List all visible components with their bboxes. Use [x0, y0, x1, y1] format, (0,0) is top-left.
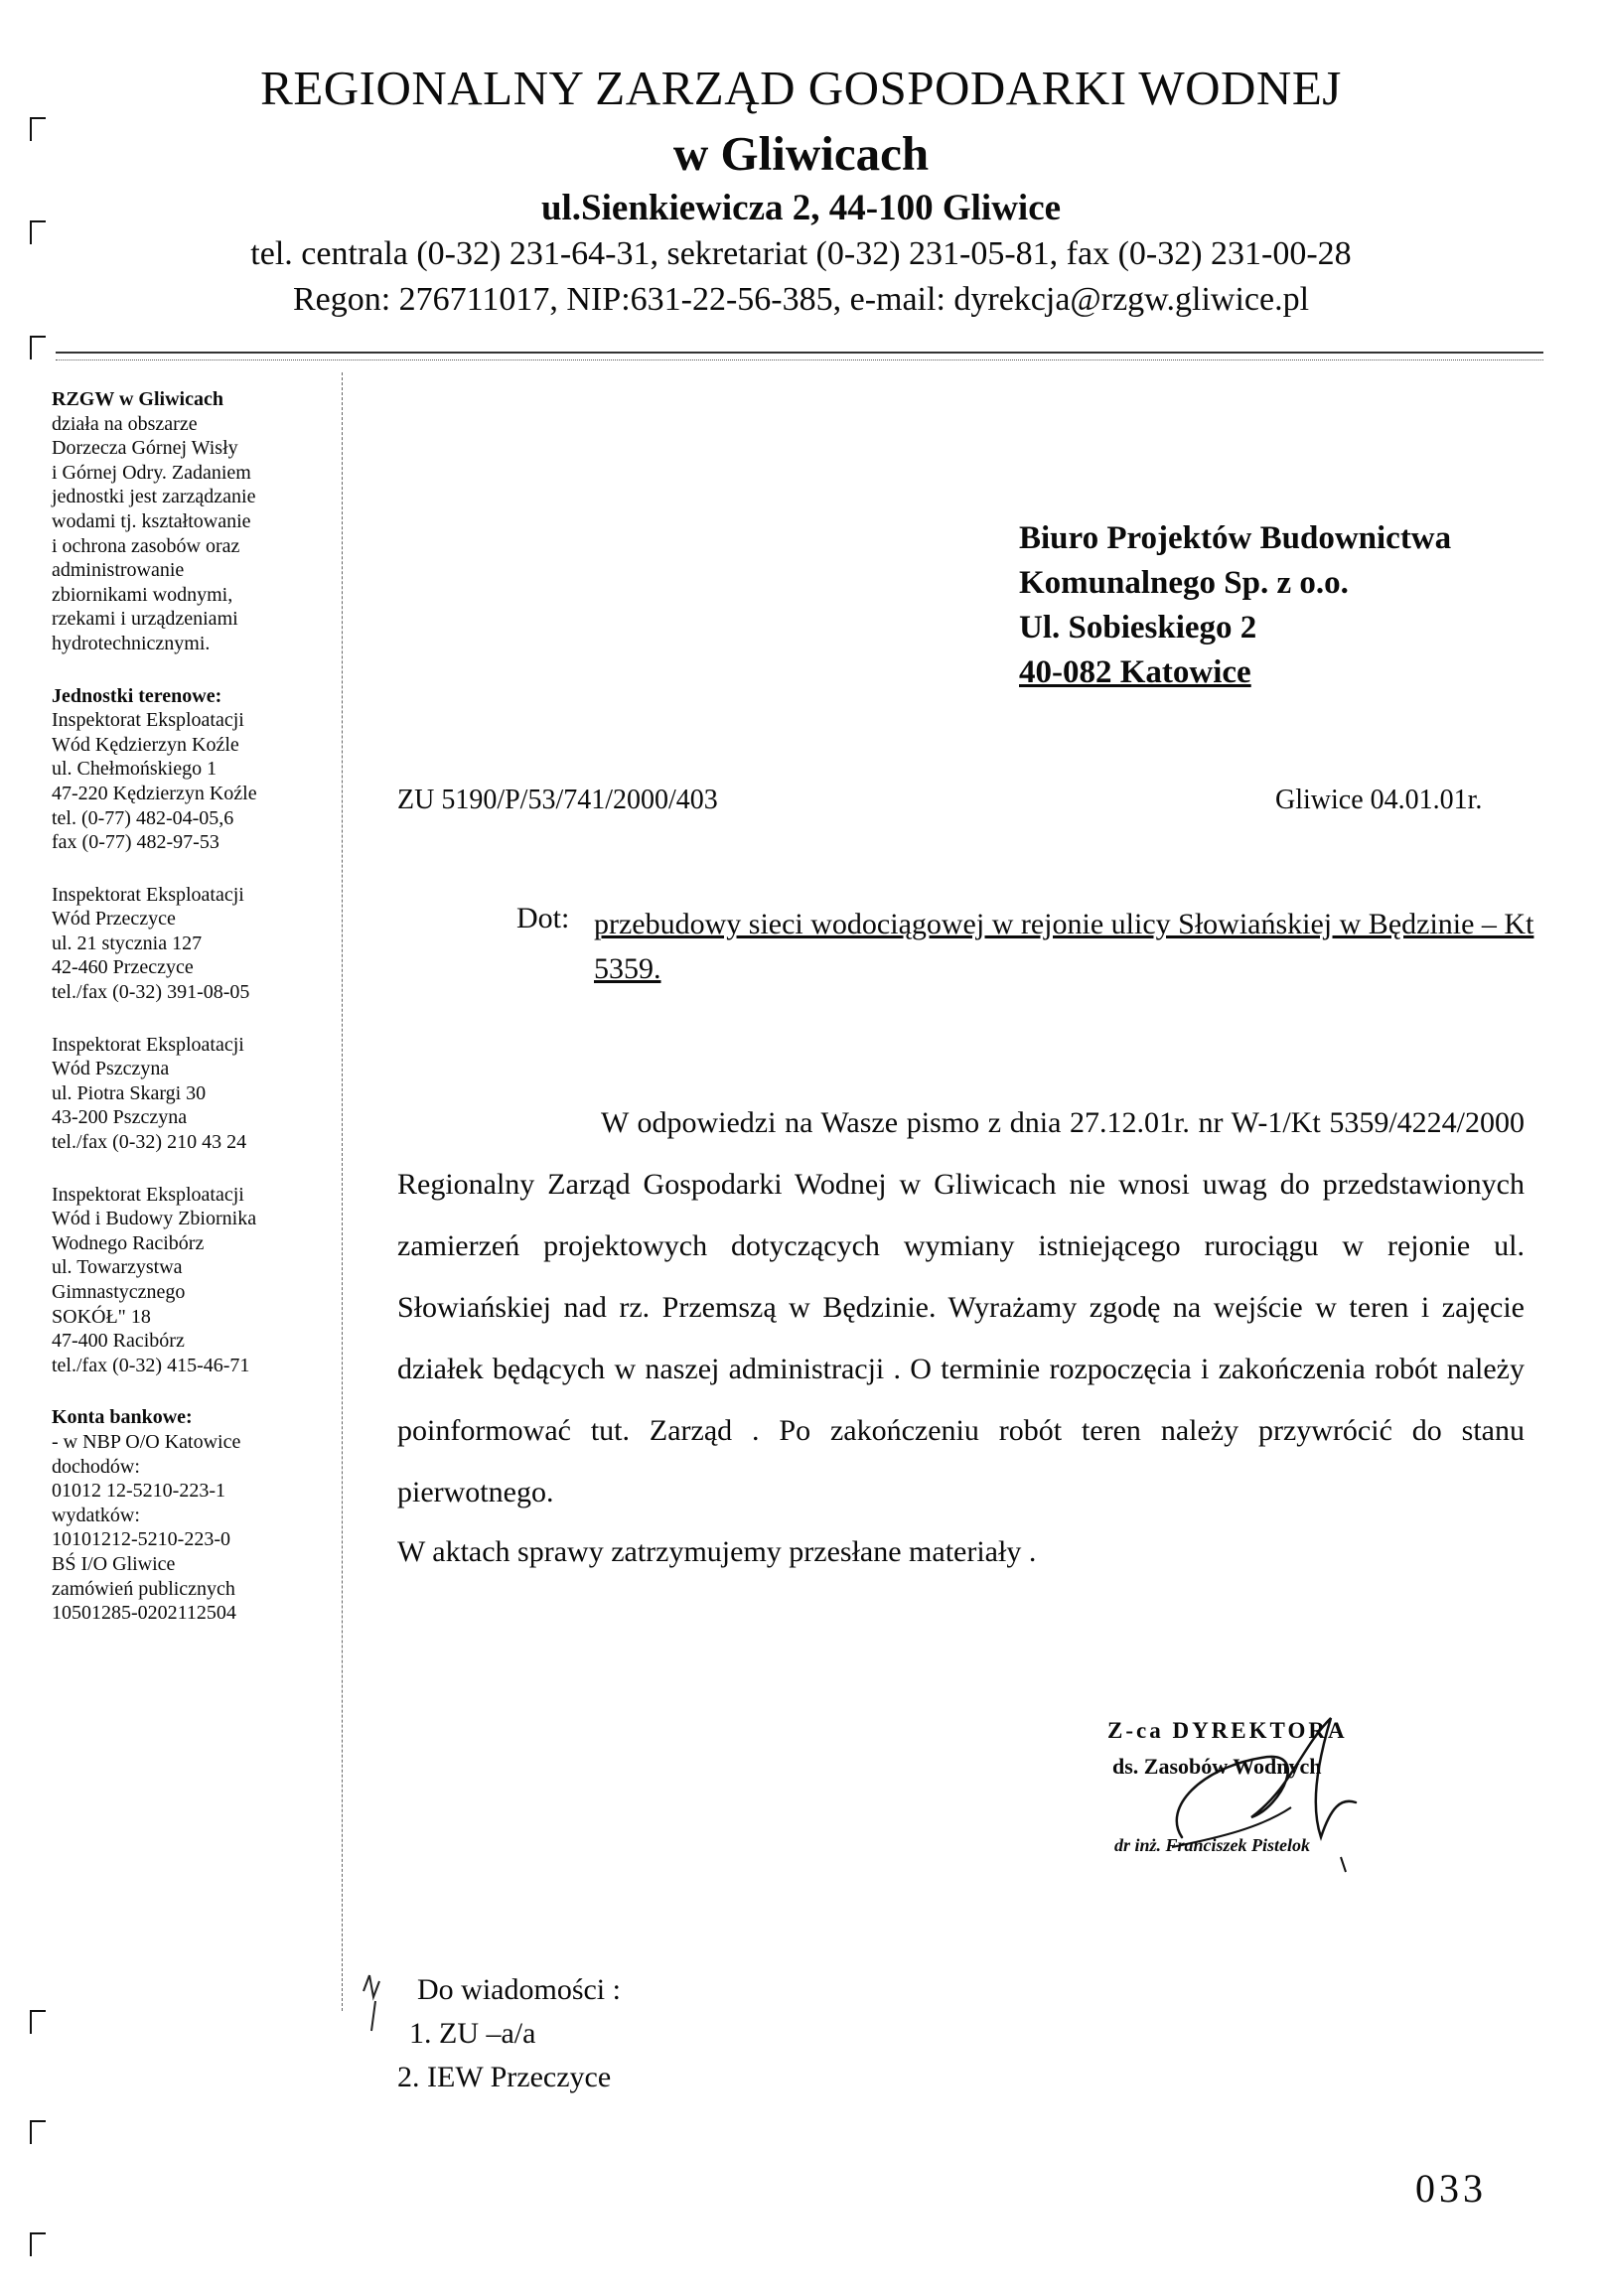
sidebar-line: tel./fax (0-32) 210 43 24 — [52, 1131, 247, 1154]
subject-label: Dot: — [516, 902, 570, 934]
sidebar-line: rzekami i urządzeniami — [52, 608, 238, 631]
recipient-block — [1019, 516, 1451, 695]
sidebar-line: Inspektorat Eksploatacji — [52, 709, 244, 732]
sidebar-line: i Górnej Odry. Zadaniem — [52, 461, 251, 484]
recipient-line: Biuro Projektów Budownictwa — [1019, 520, 1452, 556]
sidebar-line: 42-460 Przeczyce — [52, 956, 194, 979]
sidebar-line: wodami tj. kształtowanie — [52, 509, 251, 532]
sidebar-line: 43-200 Pszczyna — [52, 1106, 188, 1129]
sidebar-line: i ochrona zasobów oraz — [52, 534, 240, 557]
sidebar-line: Wód Kędzierzyn Koźle — [52, 733, 239, 756]
sidebar-about-title: RZGW w Gliwicach — [52, 388, 223, 410]
sidebar-line: Wód Pszczyna — [52, 1058, 170, 1080]
letterhead-city: w Gliwicach — [672, 126, 930, 181]
copies-title: Do wiadomości : — [417, 1973, 621, 2006]
sidebar-line: Inspektorat Eksploatacji — [52, 883, 244, 906]
sidebar-line: 01012 12-5210-223-1 — [52, 1480, 225, 1503]
signatory-name: dr inż. Franciszek Pistelok — [1114, 1835, 1311, 1855]
reference-number: ZU 5190/P/53/741/2000/403 — [397, 785, 718, 815]
sidebar-line: BŚ I/O Gliwice — [52, 1552, 176, 1575]
sidebar-line: ul. 21 stycznia 127 — [52, 932, 203, 954]
recipient-postcode: 40-082 Katowice — [1019, 654, 1251, 690]
sidebar-line: ul. Chełmońskiego 1 — [52, 758, 218, 781]
page-number: 033 — [1415, 2166, 1487, 2211]
margin-mark — [30, 2010, 46, 2034]
sidebar-line: 47-400 Racibórz — [52, 1330, 185, 1353]
signatory-department: ds. Zasobów Wodnych — [1112, 1754, 1322, 1779]
margin-mark — [30, 336, 46, 359]
sidebar-unit — [52, 1183, 342, 1378]
sidebar-units-title: Jednostki terenowe: — [52, 684, 222, 707]
sidebar-line: hydrotechnicznymi. — [52, 632, 211, 654]
sidebar-line: SOKÓŁ" 18 — [52, 1305, 151, 1328]
margin-mark — [30, 220, 46, 244]
sidebar-line: 47-220 Kędzierzyn Koźle — [52, 782, 257, 804]
sidebar-line: tel./fax (0-32) 391-08-05 — [52, 981, 250, 1004]
sidebar-unit — [52, 883, 342, 1005]
recipient-line: Ul. Sobieskiego 2 — [1019, 610, 1257, 646]
sidebar-line: Wód Przeczyce — [52, 908, 176, 931]
sidebar-line: Wodnego Racibórz — [52, 1231, 205, 1254]
sidebar-line: - w NBP O/O Katowice — [52, 1430, 241, 1453]
sidebar-line: 10101212-5210-223-0 — [52, 1528, 230, 1551]
sidebar-unit — [52, 684, 342, 855]
letterhead-phones: tel. centrala (0-32) 231-64-31, sekretariat (0-32) 231-05-81, fax (0-32) 231-00-28 — [250, 235, 1352, 272]
sidebar-line: jednostki jest zarządzanie — [52, 486, 256, 508]
sidebar-bank — [52, 1405, 342, 1625]
sidebar-line: ul. Towarzystwa — [52, 1256, 183, 1279]
sidebar-line: zbiornikami wodnymi, — [52, 583, 233, 606]
sidebar — [52, 387, 342, 1653]
recipient-line: Komunalnego Sp. z o.o. — [1019, 565, 1349, 601]
sidebar-line: 10501285-0202112504 — [52, 1602, 236, 1625]
sidebar-line: działa na obszarze — [52, 412, 198, 435]
copies-item: 2. IEW Przeczyce — [397, 2061, 612, 2093]
letter-body — [397, 1092, 1525, 1581]
signatory-title: Z-ca DYREKTORA — [1107, 1718, 1348, 1743]
sidebar-line: tel. (0-77) 482-04-05,6 — [52, 806, 234, 829]
sidebar-line: Inspektorat Eksploatacji — [52, 1183, 244, 1206]
sidebar-line: fax (0-77) 482-97-53 — [52, 831, 219, 854]
body-paragraph: W odpowiedzi na Wasze pismo z dnia 27.12.01r. nr W-1/Kt 5359/4224/2000 Regionalny Zarząd Gospodarki Wodnej w Gliwicach nie wnosi uwag do przedstawionych zamierzeń projektowych dotyczących wymiany istniejącego rurociągu w rejonie ul. Słowiańskiej nad rz. Przemszą w Będzinie. Wyrażamy zgodę na wejście w teren i zajęcie działek będących w naszej administracji . O terminie rozpoczęcia i zakończenia robót należy poinformować tut. Zarząd . Po zakończeniu robót teren należy przywrócić do stanu pierwotnego. — [397, 1106, 1525, 1508]
sidebar-line: administrowanie — [52, 559, 185, 582]
header-rule — [56, 352, 1543, 360]
sidebar-line: Dorzecza Górnej Wisły — [52, 437, 238, 460]
letter-date: Gliwice 04.01.01r. — [1275, 785, 1483, 815]
letterhead-name: REGIONALNY ZARZĄD GOSPODARKI WODNEJ — [260, 61, 1342, 115]
sidebar-divider — [342, 372, 343, 2011]
sidebar-line: Wód i Budowy Zbiornika — [52, 1208, 257, 1230]
sidebar-line: zamówień publicznych — [52, 1577, 235, 1600]
copies-block — [397, 1968, 621, 2099]
sidebar-line: ul. Piotra Skargi 30 — [52, 1081, 207, 1104]
sidebar-line: Gimnastycznego — [52, 1281, 186, 1303]
sidebar-line: dochodów: — [52, 1455, 140, 1478]
sidebar-line: wydatków: — [52, 1504, 140, 1526]
letterhead-registry: Regon: 276711017, NIP:631-22-56-385, e-mail: dyrekcja@rzgw.gliwice.pl — [292, 281, 1310, 318]
copies-item: 1. ZU –a/a — [409, 2017, 536, 2050]
sidebar-line: Inspektorat Eksploatacji — [52, 1033, 244, 1056]
sidebar-line: tel./fax (0-32) 415-46-71 — [52, 1354, 250, 1376]
body-paragraph: W aktach sprawy zatrzymujemy przesłane materiały . — [397, 1535, 1037, 1568]
handwritten-mark — [356, 1971, 395, 2041]
margin-mark — [30, 2232, 46, 2256]
margin-mark — [30, 117, 46, 141]
sidebar-bank-title: Konta bankowe: — [52, 1406, 193, 1429]
margin-mark — [30, 2120, 46, 2144]
subject-text: przebudowy sieci wodociągowej w rejonie ulicy Słowiańskiej w Będzinie – Kt 5359. — [594, 908, 1534, 985]
sidebar-unit — [52, 1033, 342, 1155]
letterhead-address: ul.Sienkiewicza 2, 44-100 Gliwice — [540, 188, 1062, 228]
sidebar-about — [52, 387, 342, 656]
